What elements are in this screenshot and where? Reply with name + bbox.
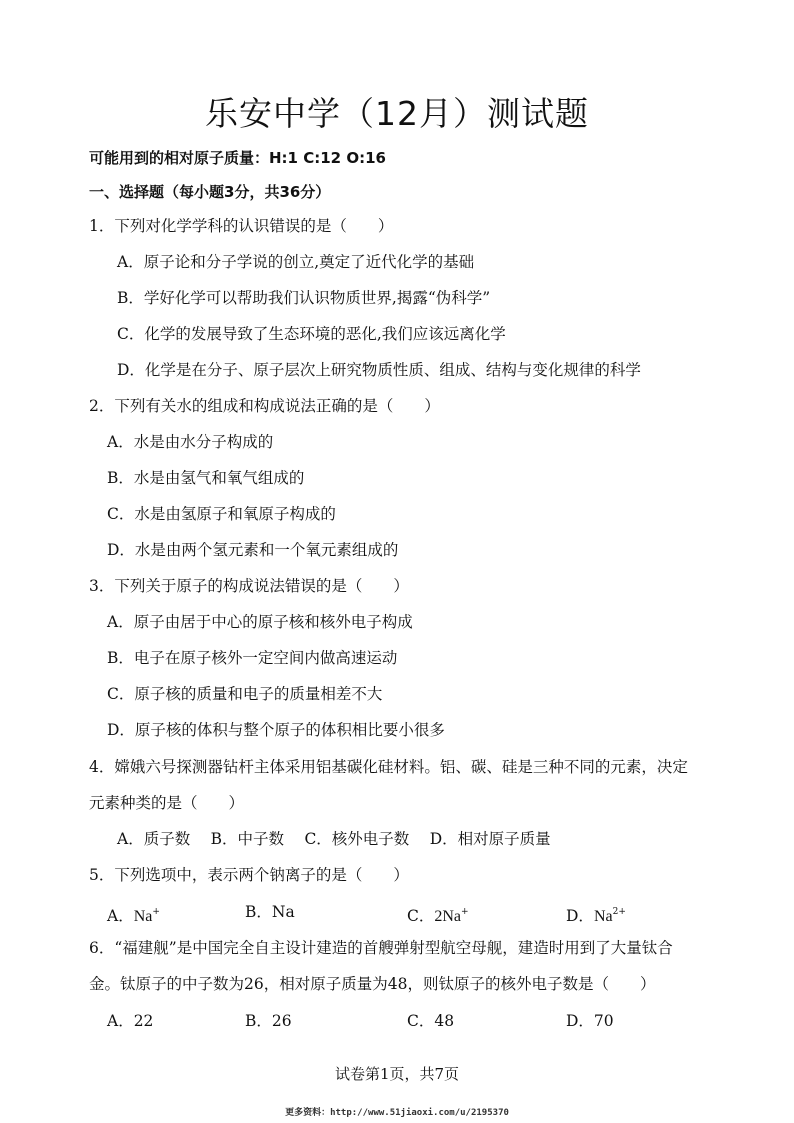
question-4-stem-line2: 元素种类的是（ ）: [89, 794, 245, 812]
question-6-stem-line2: 金。钛原子的中子数为26，相对原子质量为48，则钛原子的核外电子数是（ ）: [89, 975, 656, 993]
question-3-option-c: C．原子核的质量和电子的质量相差不大: [107, 685, 383, 703]
question-3-option-a: A．原子由居于中心的原子核和核外电子构成: [107, 613, 413, 631]
question-2-stem: 2．下列有关水的组成和构成说法正确的是（ ）: [89, 397, 440, 415]
section-heading: 一、选择题（每小题3分，共36分）: [89, 183, 331, 201]
question-5-option-c: [407, 902, 469, 927]
question-1-option-a: A．原子论和分子学说的创立,奠定了近代化学的基础: [117, 253, 475, 271]
question-6-option-c: C．48: [407, 1012, 455, 1030]
question-5-option-d: [566, 902, 626, 927]
charge: 2+: [612, 907, 626, 917]
formula: Na: [133, 908, 153, 925]
option-label: D．: [566, 907, 594, 925]
charge: +: [152, 907, 160, 917]
formula: Na: [271, 903, 295, 921]
question-2-option-b: B．水是由氢气和氧气组成的: [107, 469, 305, 487]
question-1-option-d: D．化学是在分子、原子层次上研究物质性质、组成、结构与变化规律的科学: [117, 361, 641, 379]
resource-link: 更多资料：http://www.51jiaoxi.com/u/2195370: [285, 1108, 509, 1118]
question-2-option-a: A．水是由水分子构成的: [107, 433, 274, 451]
question-5-option-b: [245, 902, 295, 922]
option-label: A．: [107, 907, 134, 925]
question-5-option-a: [107, 902, 160, 927]
question-3-option-d: D．原子核的体积与整个原子的体积相比要小很多: [107, 721, 445, 739]
question-6-option-b: B．26: [245, 1012, 292, 1030]
page-title: 乐安中学（12月）测试题: [205, 94, 589, 133]
page-footer: 试卷第1页，共7页: [334, 1065, 460, 1083]
question-3-stem: 3．下列关于原子的构成说法错误的是（ ）: [89, 577, 409, 595]
question-6-stem-line1: 6．“福建舰”是中国完全自主设计建造的首艘弹射型航空母舰，建造时用到了大量钛合: [89, 939, 673, 957]
formula: 2Na: [434, 908, 462, 925]
formula: Na: [593, 908, 613, 925]
question-4-stem-line1: 4．嫦娥六号探测器钻杆主体采用铝基碳化硅材料。铝、碳、硅是三种不同的元素，决定: [89, 758, 688, 776]
question-4-options: A．质子数 B．中子数 C．核外电子数 D．相对原子质量: [117, 830, 551, 848]
question-5-stem: 5．下列选项中，表示两个钠离子的是（ ）: [89, 866, 409, 884]
question-3-option-b: B．电子在原子核外一定空间内做高速运动: [107, 649, 398, 667]
question-1-option-c: C．化学的发展导致了生态环境的恶化,我们应该远离化学: [117, 325, 506, 343]
question-1-stem: 1．下列对化学学科的认识错误的是（ ）: [89, 217, 394, 235]
atomic-mass-line: 可能用到的相对原子质量：H:1 C:12 O:16: [89, 149, 386, 167]
option-label: C．: [407, 907, 435, 925]
question-2-option-d: D．水是由两个氢元素和一个氧元素组成的: [107, 541, 399, 559]
question-2-option-c: C．水是由氢原子和氧原子构成的: [107, 505, 336, 523]
question-6-option-a: A．22: [107, 1012, 154, 1030]
question-1-option-b: B．学好化学可以帮助我们认识物质世界,揭露“伪科学”: [117, 289, 491, 307]
option-label: B．: [245, 903, 272, 921]
question-6-option-d: D．70: [566, 1012, 614, 1030]
charge: +: [461, 907, 469, 917]
